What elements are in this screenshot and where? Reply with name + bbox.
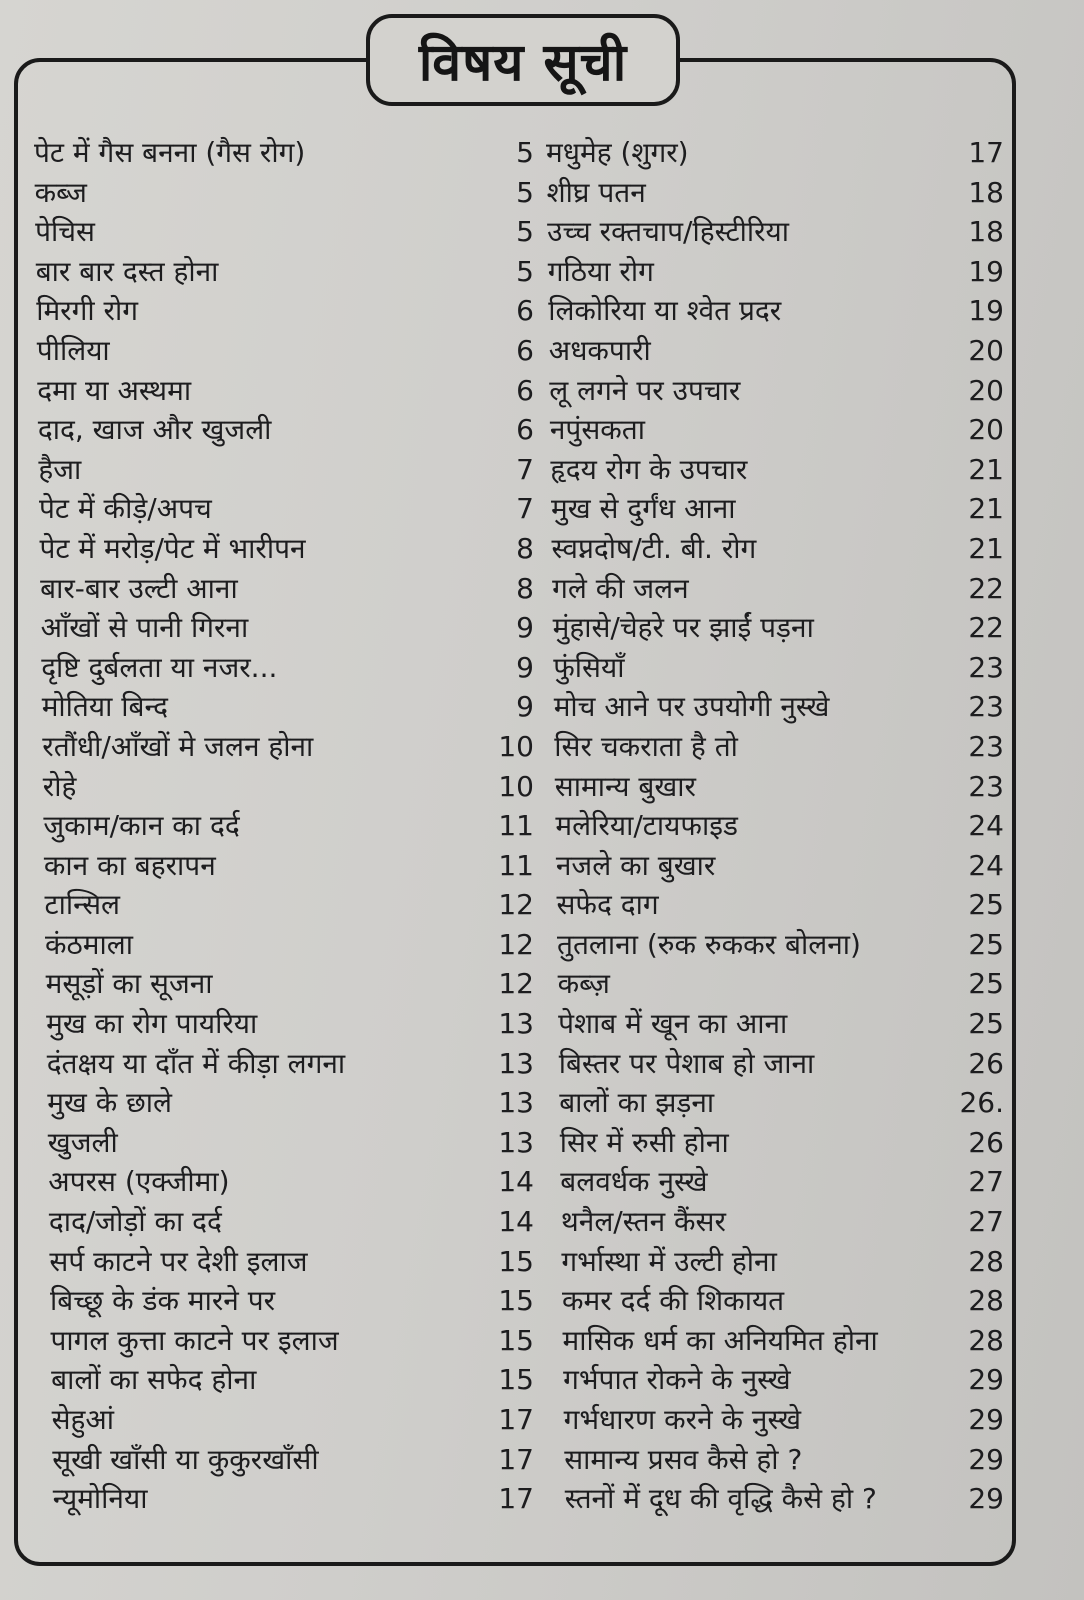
toc-left-page: 8	[516, 571, 534, 605]
toc-row	[36, 252, 1004, 292]
toc-left-page: 13	[498, 1086, 534, 1120]
toc-right-title: हृदय रोग के उपचार	[550, 452, 748, 486]
toc-row	[45, 925, 1004, 965]
title-box	[366, 14, 680, 106]
toc-row	[49, 1242, 1004, 1282]
toc-left-page: 5	[516, 254, 534, 288]
toc-row	[40, 569, 1004, 609]
toc-left-page: 6	[516, 413, 534, 447]
toc-row	[48, 1162, 1004, 1202]
toc-right-title: गले की जलन	[552, 571, 689, 605]
toc-right-page: 21	[968, 531, 1004, 565]
toc-right-page: 26	[968, 1125, 1004, 1159]
toc-right-title: मोच आने पर उपयोगी नुस्खे	[553, 690, 830, 724]
toc-left-title: बार बार दस्त होना	[35, 254, 219, 288]
toc-right-page: 18	[968, 215, 1004, 249]
toc-right-title: नपुंसकता	[549, 413, 645, 447]
toc-row	[39, 489, 1004, 529]
toc-left-page: 9	[516, 690, 534, 724]
toc-right-page: 26	[968, 1046, 1004, 1080]
toc-left-title: दंतक्षय या दाँत में कीड़ा लगना	[46, 1046, 346, 1080]
toc-left-title: न्यूमोनिया	[52, 1482, 148, 1516]
toc-left-page: 15	[498, 1244, 534, 1278]
toc-row	[46, 1004, 1004, 1044]
toc-left-title: मिरगी रोग	[36, 294, 139, 328]
toc-left-title: पेट में कीड़े/अपच	[39, 492, 212, 526]
toc-left-page: 17	[498, 1442, 534, 1476]
toc-row	[50, 1281, 1004, 1321]
toc-left-title: सर्प काटने पर देशी इलाज	[49, 1244, 308, 1278]
page-title: विषय सूची	[418, 31, 628, 93]
toc-row	[34, 133, 1004, 173]
toc-left-title: कान का बहरापन	[43, 848, 216, 882]
toc-right-title: थनैल/स्तन कैंसर	[560, 1205, 726, 1239]
toc-right-title: शीघ्र पतन	[546, 175, 646, 209]
toc-row	[37, 371, 1004, 411]
toc-right-title: मधुमेह (शुगर)	[546, 136, 689, 169]
toc-left-page: 11	[498, 809, 534, 843]
toc-right-title: स्तनों में दूध की वृद्धि कैसे हो ?	[564, 1482, 877, 1516]
toc-left-title: हैजा	[38, 452, 82, 486]
toc-right-page: 19	[968, 294, 1004, 328]
toc-left-page: 8	[516, 531, 534, 565]
toc-row	[43, 767, 1004, 807]
toc-right-page: 27	[968, 1165, 1004, 1199]
toc-left-page: 11	[498, 848, 534, 882]
toc-right-title: पेशाब में खून का आना	[558, 1007, 788, 1041]
toc-left-page: 6	[516, 333, 534, 367]
toc-right-page: 25	[968, 1007, 1004, 1041]
toc-right-title: लिकोरिया या श्वेत प्रदर	[548, 294, 782, 328]
toc-right-title: गर्भधारण करने के नुस्खे	[563, 1403, 801, 1436]
toc-right-page: 21	[968, 452, 1004, 486]
toc-left-title: मुख के छाले	[47, 1086, 173, 1120]
toc-left-title: खुजली	[47, 1125, 118, 1159]
toc-left-title: मसूड़ों का सूजना	[45, 967, 213, 1001]
toc-left-page: 7	[516, 452, 534, 486]
toc-row	[36, 291, 1004, 331]
toc-right-page: 28	[968, 1244, 1004, 1278]
toc-right-title: सामान्य प्रसव कैसे हो ?	[564, 1442, 803, 1476]
toc-row	[41, 608, 1004, 648]
toc-row	[35, 212, 1004, 252]
toc-left-page: 7	[516, 492, 534, 526]
toc-right-page: 27	[968, 1205, 1004, 1239]
toc-left-title: पेचिस	[35, 215, 95, 249]
toc-right-page: 20	[968, 333, 1004, 367]
toc-right-page: 28	[968, 1323, 1004, 1357]
toc-row	[51, 1360, 1004, 1400]
toc-left-page: 17	[498, 1403, 534, 1436]
toc-left-page: 10	[498, 729, 534, 763]
toc-left-page: 9	[516, 650, 534, 684]
toc-right-title: सिर चकराता है तो	[554, 729, 738, 763]
toc-row	[45, 885, 1005, 925]
toc-row	[51, 1321, 1005, 1361]
toc-right-page: 22	[968, 571, 1004, 605]
toc-right-page: 22	[968, 611, 1004, 645]
toc-row	[53, 1479, 1004, 1519]
toc-left-page: 15	[498, 1323, 534, 1357]
toc-left-title: पेट में मरोड़/पेट में भारीपन	[39, 531, 306, 565]
toc-right-title: बालों का झड़ना	[559, 1086, 715, 1120]
toc-row	[47, 1083, 1004, 1123]
table-of-contents	[34, 133, 1004, 1519]
toc-right-page: 29	[968, 1363, 1004, 1397]
toc-left-title: कब्ज	[34, 175, 87, 209]
toc-left-page: 13	[498, 1046, 534, 1080]
toc-left-title: पागल कुत्ता काटने पर इलाज	[50, 1323, 339, 1357]
toc-row	[44, 846, 1004, 886]
toc-left-title: दमा या अस्थमा	[37, 373, 192, 407]
toc-right-title: नजले का बुखार	[555, 848, 716, 882]
toc-left-page: 5	[516, 175, 534, 209]
toc-right-title: उच्च रक्तचाप/हिस्टीरिया	[547, 215, 790, 249]
toc-left-page: 13	[498, 1007, 534, 1041]
toc-left-page: 12	[498, 927, 534, 961]
toc-left-title: दाद, खाज और खुजली	[37, 413, 272, 447]
toc-right-page: 19	[968, 254, 1004, 288]
toc-left-page: 10	[498, 769, 534, 803]
toc-row	[46, 964, 1004, 1004]
toc-left-title: दाद/जोड़ों का दर्द	[48, 1205, 222, 1239]
toc-left-title: रतौंधी/आँखों मे जलन होना	[42, 729, 314, 763]
toc-row	[47, 1044, 1004, 1084]
toc-right-title: सिर में रुसी होना	[559, 1125, 729, 1159]
toc-right-page: 23	[968, 769, 1004, 803]
toc-right-title: कब्ज़	[557, 967, 610, 1001]
toc-right-title: फुंसियाँ	[553, 650, 625, 684]
toc-right-page: 17	[968, 136, 1004, 169]
toc-left-title: टान्सिल	[44, 888, 121, 922]
toc-row	[42, 687, 1004, 727]
toc-left-page: 6	[516, 373, 534, 407]
toc-right-title: सामान्य बुखार	[554, 769, 696, 803]
toc-row	[40, 529, 1005, 569]
toc-left-title: बार-बार उल्टी आना	[40, 571, 238, 605]
toc-right-page: 24	[968, 848, 1004, 882]
toc-left-title: बिच्छू के डंक मारने पर	[50, 1284, 276, 1318]
toc-right-page: 25	[968, 927, 1004, 961]
toc-left-page: 15	[498, 1284, 534, 1318]
toc-left-title: मोतिया बिन्द	[41, 690, 169, 724]
toc-row	[38, 410, 1004, 450]
toc-left-title: रोहे	[42, 769, 77, 803]
toc-right-title: गर्भपात रोकने के नुस्खे	[563, 1363, 791, 1397]
toc-right-title: मलेरिया/टायफाइड	[555, 809, 738, 843]
toc-left-title: बालों का सफेद होना	[51, 1363, 257, 1397]
toc-left-title: अपरस (एक्जीमा)	[48, 1165, 230, 1199]
toc-right-title: बलवर्धक नुस्खे	[560, 1165, 708, 1199]
toc-right-page: 21	[968, 492, 1004, 526]
toc-right-page: 29	[968, 1442, 1004, 1476]
toc-left-title: कंठमाला	[45, 927, 134, 961]
toc-row	[38, 450, 1004, 490]
toc-row	[42, 727, 1004, 767]
toc-right-page: 29	[968, 1482, 1004, 1516]
toc-row	[52, 1400, 1004, 1440]
toc-left-page: 14	[498, 1165, 534, 1199]
toc-right-title: मुंहासे/चेहरे पर झाईं पड़ना	[552, 611, 814, 645]
toc-left-title: पीलिया	[36, 333, 110, 367]
toc-right-title: बिस्तर पर पेशाब हो जाना	[558, 1046, 815, 1080]
toc-right-page: 23	[968, 650, 1004, 684]
toc-left-title: सेहुआं	[51, 1403, 115, 1436]
toc-right-title: सफेद दाग	[556, 888, 659, 922]
toc-left-title: मुख का रोग पायरिया	[46, 1007, 258, 1041]
toc-right-page: 26.	[959, 1086, 1004, 1120]
toc-row	[43, 806, 1004, 846]
toc-right-page: 23	[968, 690, 1004, 724]
toc-left-page: 17	[498, 1482, 534, 1516]
toc-row	[52, 1440, 1004, 1480]
toc-right-title: मुख से दुर्गंध आना	[551, 492, 736, 526]
toc-row	[41, 648, 1004, 688]
toc-right-page: 20	[968, 413, 1004, 447]
toc-left-title: पेट में गैस बनना (गैस रोग)	[34, 136, 306, 169]
toc-right-title: अधकपारी	[548, 333, 651, 367]
toc-right-title: लू लगने पर उपचार	[549, 373, 741, 407]
toc-right-title: कमर दर्द की शिकायत	[562, 1284, 785, 1318]
toc-left-page: 13	[498, 1125, 534, 1159]
toc-left-page: 12	[498, 967, 534, 1001]
toc-left-title: दृष्टि दुर्बलता या नजर...	[41, 650, 278, 684]
toc-right-page: 25	[968, 888, 1004, 922]
toc-right-title: तुतलाना (रुक रुककर बोलना)	[557, 927, 861, 961]
toc-right-page: 18	[968, 175, 1004, 209]
toc-right-title: गठिया रोग	[547, 254, 654, 288]
toc-right-title: गर्भास्था में उल्टी होना	[561, 1244, 777, 1278]
toc-row	[35, 173, 1004, 213]
toc-left-page: 15	[498, 1363, 534, 1397]
toc-right-title: स्वप्नदोष/टी. बी. रोग	[551, 531, 757, 565]
toc-left-page: 6	[516, 294, 534, 328]
toc-left-page: 12	[498, 888, 534, 922]
toc-row	[49, 1202, 1004, 1242]
toc-right-page: 29	[968, 1403, 1004, 1436]
toc-left-title: आँखों से पानी गिरना	[40, 611, 249, 645]
toc-left-title: सूखी खाँसी या कुकुरखाँसी	[52, 1442, 319, 1476]
toc-left-title: जुकाम/कान का दर्द	[43, 809, 240, 843]
toc-left-page: 5	[516, 215, 534, 249]
toc-right-page: 23	[968, 729, 1004, 763]
toc-left-page: 9	[516, 611, 534, 645]
toc-row	[37, 331, 1004, 371]
toc-left-page: 14	[498, 1205, 534, 1239]
toc-right-title: मासिक धर्म का अनियमित होना	[562, 1323, 878, 1357]
toc-right-page: 24	[968, 809, 1004, 843]
toc-right-page: 25	[968, 967, 1004, 1001]
toc-row	[48, 1123, 1004, 1163]
toc-right-page: 28	[968, 1284, 1004, 1318]
toc-right-page: 20	[968, 373, 1004, 407]
toc-left-page: 5	[516, 136, 534, 169]
